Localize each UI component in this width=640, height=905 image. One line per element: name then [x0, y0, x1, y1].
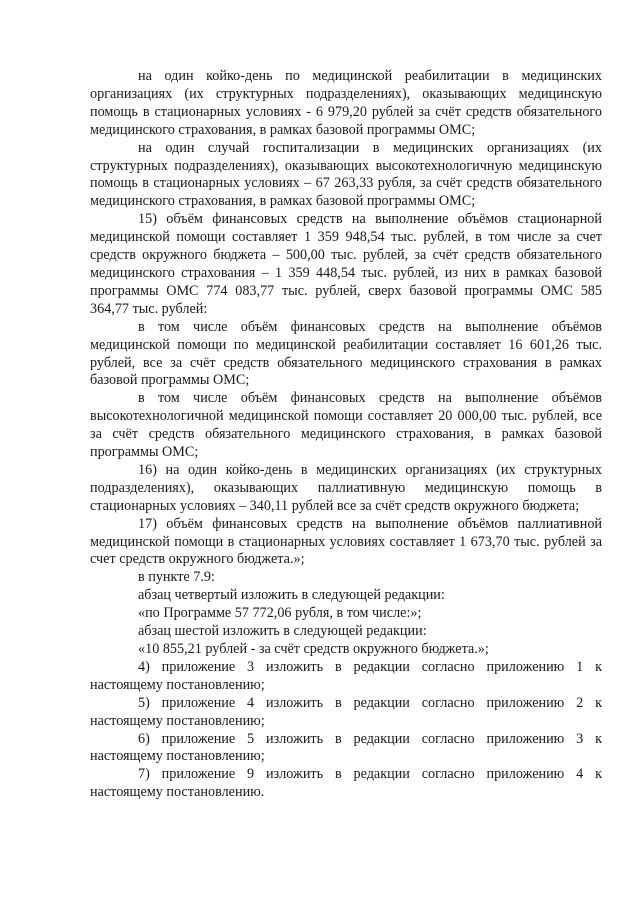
paragraph-item-5: 5) приложение 4 изложить в редакции согласно приложению 2 к настоящему постановлению; [90, 694, 602, 729]
paragraph-high-tech-volume: в том числе объём финансовых средств на выполнение объёмов высокотехнологичной медицинской помощи составляет 20 000,00 тыс. рублей, все за счёт средств обязательного медицинского страхования, в рамках базовой программы ОМС; [90, 390, 602, 461]
paragraph-program-amount: «по Программе 57 772,06 рубля, в том числе:»; [138, 605, 422, 622]
document-body [90, 68, 602, 802]
paragraph-rehab-volume: в том числе объём финансовых средств на выполнение объёмов медицинской помощи по медицинской реабилитации составляет 16 601,26 тыс. рублей, все за счёт средств обязательного медицинского страхования в рамках базовой программы ОМС; [90, 318, 602, 389]
paragraph-item-16: 16) на один койко-день в медицинских организациях (их структурных подразделениях), оказывающих паллиативную медицинскую помощь в стационарных условиях – 340,11 рублей все за счёт средств окружного бюджета; [90, 461, 602, 514]
paragraph-sixth-abzac: абзац шестой изложить в следующей редакции: [138, 623, 427, 640]
paragraph-fourth-abzac: абзац четвертый изложить в следующей редакции: [138, 587, 445, 604]
paragraph-budget-amount: «10 855,21 рублей - за счёт средств окружного бюджета.»; [138, 641, 489, 657]
paragraph-rehab-bed-day: на один койко-день по медицинской реабилитации в медицинских организациях (их структурных подразделениях), оказывающих медицинскую помощь в стационарных условиях - 6 979,20 рублей за счёт средств обязательного медицинского страхования, в рамках базовой программы ОМС; [90, 68, 602, 138]
paragraph-item-17: 17) объём финансовых средств на выполнение объёмов паллиативной медицинской помощи в стационарных условиях составляет 1 673,70 тыс. рублей за счет средств окружного бюджета.»; [90, 515, 602, 568]
paragraph-item-15: 15) объём финансовых средств на выполнение объёмов стационарной медицинской помощи составляет 1 359 948,54 тыс. рублей, в том числе за счет средств окружного бюджета – 500,00 тыс. рублей, за счёт средств обязательного медицинского страхования – 1 359 448,54 тыс. рублей, из них в рамках базовой программы ОМС 774 083,77 тыс. рублей, сверх базовой программы ОМС 585 364,77 тыс. рублей: [90, 211, 602, 317]
paragraph-item-7: 7) приложение 9 изложить в редакции согласно приложению 4 к настоящему постановлению. [90, 766, 602, 801]
paragraph-item-6: 6) приложение 5 изложить в редакции согласно приложению 3 к настоящему постановлению; [90, 730, 602, 765]
paragraph-clause-7-9: в пункте 7.9: [138, 569, 215, 586]
paragraph-high-tech-hospitalization: на один случай госпитализации в медицинских организациях (их структурных подразделениях), оказывающих высокотехнологичную медицинскую помощь в стационарных условиях – 67 263,33 рубля, за счёт средств обязательного медицинского страхования, в рамках базовой программы ОМС; [90, 139, 602, 210]
paragraph-item-4: 4) приложение 3 изложить в редакции согласно приложению 1 к настоящему постановлению; [90, 658, 602, 693]
